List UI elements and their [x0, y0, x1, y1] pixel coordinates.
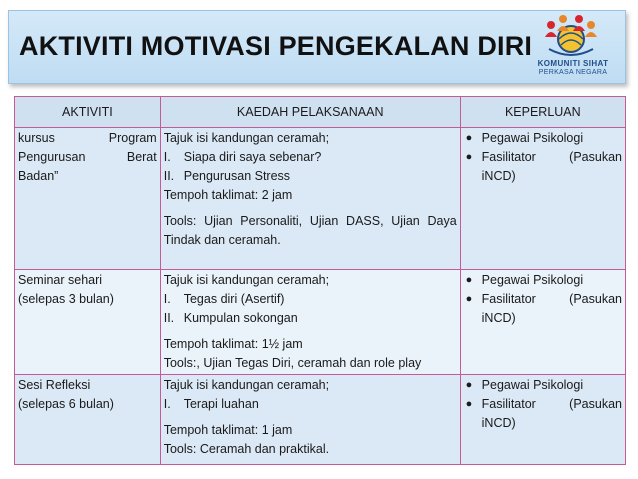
aktiviti-line: kursus Program	[18, 131, 157, 145]
cell-keperluan	[460, 128, 625, 270]
kaedah-intro: Tajuk isi kandungan ceramah;	[163, 273, 330, 287]
kaedah-item-text: Kumpulan sokongan	[183, 311, 298, 325]
kaedah-item-text: Siapa diri saya sebenar?	[183, 150, 322, 164]
cell-keperluan	[460, 375, 625, 465]
list-item: ● Fasilitator (Pasukan iNCD)	[465, 397, 622, 430]
cell-aktiviti	[15, 128, 161, 270]
list-item: ● Pegawai Psikologi	[464, 271, 622, 290]
aktiviti-line: (selepas 6 bulan)	[18, 397, 114, 411]
header-aktiviti: AKTIVITI	[15, 97, 161, 128]
keperluan-list	[464, 129, 622, 186]
list-item: ● Pegawai Psikologi	[464, 376, 622, 395]
kaedah-tools: Tools: Ceramah dan praktikal.	[163, 442, 330, 456]
kaedah-tempoh: Tempoh taklimat: 1 jam	[163, 423, 293, 437]
bullet-icon: ●	[465, 132, 473, 144]
cell-kaedah	[160, 375, 460, 465]
aktiviti-line: Pengurusan Berat	[18, 150, 157, 164]
table-row	[15, 128, 626, 270]
komuniti-sihat-logo	[527, 13, 619, 81]
bullet-icon: ●	[465, 151, 473, 163]
kaedah-item-number: II.	[163, 311, 175, 325]
list-item: ● Fasilitator (Pasukan iNCD)	[465, 150, 622, 183]
aktiviti-line: Sesi Refleksi	[18, 378, 91, 392]
cell-aktiviti	[15, 270, 161, 375]
list-item: ● Fasilitator (Pasukan iNCD)	[465, 292, 622, 325]
kaedah-tools: Tools: Ujian Personaliti, Ujian DASS, Ujian Daya Tindak dan ceramah.	[163, 214, 457, 247]
kaedah-item	[164, 290, 457, 309]
kaedah-item-text: Tegas diri (Asertif)	[183, 292, 285, 306]
kaedah-intro: Tajuk isi kandungan ceramah;	[163, 378, 330, 392]
logo-text-line2: PERKASA NEGARA	[538, 69, 608, 76]
aktiviti-line: Seminar sehari	[18, 273, 103, 287]
kaedah-item	[164, 148, 457, 167]
kaedah-item	[164, 395, 457, 414]
kaedah-item-number: II.	[163, 169, 175, 183]
table-row	[15, 375, 626, 465]
bullet-icon: ●	[465, 293, 473, 305]
cell-aktiviti	[15, 375, 161, 465]
logo-figures-icon	[541, 13, 601, 59]
list-item: ● Pegawai Psikologi	[464, 129, 622, 148]
activity-table	[14, 96, 626, 465]
kaedah-tempoh: Tempoh taklimat: 2 jam	[163, 188, 293, 202]
cell-keperluan	[460, 270, 625, 375]
cell-kaedah	[160, 270, 460, 375]
kaedah-item-number: I.	[163, 150, 171, 164]
keperluan-list	[464, 271, 622, 328]
cell-kaedah	[160, 128, 460, 270]
page-title: AKTIVITI MOTIVASI PENGEKALAN DIRI	[19, 31, 533, 61]
kaedah-item	[164, 309, 457, 328]
bullet-icon: ●	[465, 398, 473, 410]
bullet-icon: ●	[465, 379, 473, 391]
kaedah-tools: Tools:, Ujian Tegas Diri, ceramah dan role play	[163, 356, 422, 370]
header-kaedah: KAEDAH PELAKSANAAN	[160, 97, 460, 128]
kaedah-intro: Tajuk isi kandungan ceramah;	[163, 131, 330, 145]
kaedah-item	[164, 167, 457, 186]
aktiviti-line: (selepas 3 bulan)	[18, 292, 114, 306]
kaedah-item-text: Pengurusan Stress	[183, 169, 291, 183]
header-keperluan: KEPERLUAN	[460, 97, 625, 128]
table-header-row	[15, 97, 626, 128]
kaedah-item-text: Terapi luahan	[183, 397, 259, 411]
table-row	[15, 270, 626, 375]
keperluan-list	[464, 376, 622, 433]
title-bar	[8, 10, 626, 84]
kaedah-item-number: I.	[163, 292, 171, 306]
kaedah-tempoh: Tempoh taklimat: 1½ jam	[163, 337, 303, 351]
logo-text-line1: KOMUNITI SIHAT	[537, 59, 609, 68]
bullet-icon: ●	[465, 274, 473, 286]
kaedah-item-number: I.	[163, 397, 171, 411]
aktiviti-line: Badan”	[18, 169, 59, 183]
